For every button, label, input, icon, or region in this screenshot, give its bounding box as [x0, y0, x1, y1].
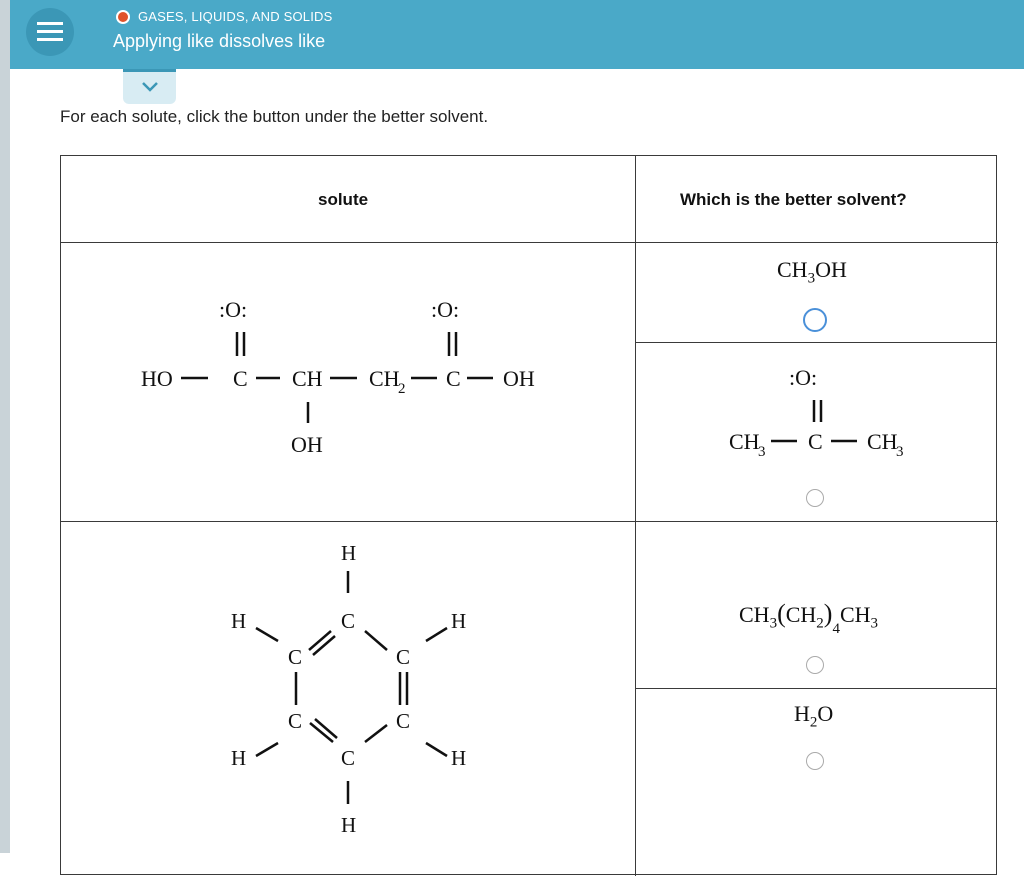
svg-text:3: 3 [896, 444, 904, 456]
svg-text:C: C [396, 645, 411, 669]
svg-text:C: C [341, 746, 356, 770]
solvent-hexane-radio[interactable] [806, 656, 824, 674]
topic-text: GASES, LIQUIDS, AND SOLIDS [138, 9, 333, 24]
svg-text:H: H [231, 609, 247, 633]
svg-text:3: 3 [758, 444, 766, 456]
solvent-column-header: Which is the better solvent? [680, 190, 907, 209]
svg-text:CH: CH [369, 366, 400, 391]
svg-text:C: C [446, 366, 461, 391]
solvent-hexane-formula: $CH_3(CH_2)_4CH_3$ [739, 599, 879, 638]
svg-text:2: 2 [398, 381, 406, 397]
row-divider [61, 521, 998, 522]
svg-text:C: C [288, 645, 303, 669]
svg-text::O:: :O: [219, 297, 248, 322]
svg-text::O:: :O: [789, 365, 818, 390]
solvent-acetone-radio[interactable] [806, 489, 824, 507]
svg-text:H: H [341, 541, 357, 565]
hamburger-icon [37, 21, 63, 43]
svg-text:H: H [231, 746, 247, 770]
chevron-down-icon [141, 81, 159, 93]
question-table [60, 155, 997, 875]
header-row-divider [61, 242, 998, 243]
svg-text:H: H [341, 813, 357, 837]
solvent-methanol-formula: $CH_3OH$ [777, 257, 847, 287]
left-rail [0, 0, 10, 853]
solvent-water-radio[interactable] [806, 752, 824, 770]
svg-text:H: H [451, 609, 467, 633]
column-divider [635, 156, 636, 876]
svg-text:HO: HO [141, 366, 173, 391]
solvent-water-formula: $H_2O$ [794, 701, 834, 731]
instructions: For each solute, click the button under the better solvent. [60, 107, 489, 126]
svg-text:C: C [288, 709, 303, 733]
svg-text:C: C [233, 366, 248, 391]
svg-text:C: C [341, 609, 356, 633]
svg-text:H: H [451, 746, 467, 770]
svg-text:CH: CH [292, 366, 323, 391]
expand-button[interactable] [123, 69, 176, 104]
solute-2-structure [221, 538, 481, 838]
solvent-methanol-radio[interactable] [803, 308, 827, 332]
svg-text::O:: :O: [431, 297, 460, 322]
svg-text:C: C [396, 709, 411, 733]
solvent-acetone-structure [729, 356, 919, 456]
svg-text:OH: OH [291, 432, 323, 457]
svg-text:OH: OH [503, 366, 535, 391]
topic-label [116, 9, 332, 24]
row1-option-divider [635, 342, 997, 343]
topic-status-dot [116, 10, 130, 24]
svg-text:CH: CH [729, 429, 760, 454]
solute-1-structure [141, 286, 561, 466]
solute-column-header: solute [318, 190, 369, 209]
svg-text:C: C [808, 429, 823, 454]
page-title: Applying like dissolves like [113, 31, 326, 51]
svg-text:CH: CH [867, 429, 898, 454]
row2-option-divider [635, 688, 997, 689]
menu-button[interactable] [26, 8, 74, 56]
